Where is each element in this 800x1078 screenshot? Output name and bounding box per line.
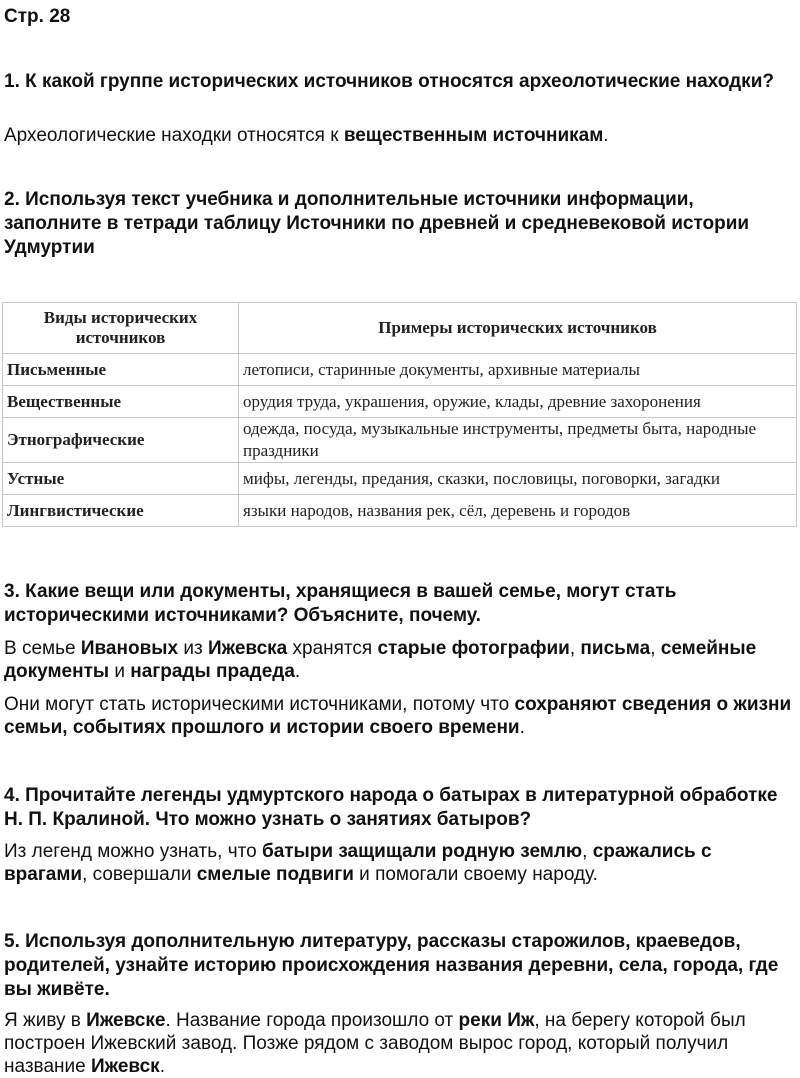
emphasis-text: Ивановых	[80, 638, 179, 659]
emphasis-text: реки Иж	[458, 1010, 535, 1031]
table-row	[3, 495, 797, 527]
answer-3-paragraph-1: В семье Ивановых из Ижевска хранятся старые фотографии, письма, семейные документы и награды прадеда.	[4, 638, 757, 682]
emphasis-text: вещественным источникам	[343, 125, 604, 146]
emphasis-text: Ижевск	[90, 1056, 160, 1077]
question-2: 2. Используя текст учебника и дополнительные источники информации, заполните в тетради таблицу Источники по древней и средневековой истории Удмуртии	[4, 189, 750, 258]
table-cell-examples: орудия труда, украшения, оружие, клады, древние захоронения	[239, 386, 797, 418]
table-header-kind: Виды исторических источников	[3, 303, 239, 354]
table-cell-examples: языки народов, названия рек, сёл, деревень и городов	[239, 495, 797, 527]
table-row	[3, 386, 797, 418]
answer-4: Из легенд можно узнать, что батыри защищали родную землю, сражались с врагами, совершали смелые подвиги и помогали своему народу.	[4, 841, 712, 885]
sources-table	[2, 302, 797, 527]
table-row	[3, 463, 797, 495]
table-row	[3, 418, 797, 463]
table-cell-examples: одежда, посуда, музыкальные инструменты, предметы быта, народные праздники	[239, 418, 797, 463]
emphasis-text: семейные документы	[4, 638, 757, 682]
question-1: 1. К какой группе исторических источников относятся археолотические находки?	[4, 71, 774, 92]
emphasis-text: смелые подвиги	[196, 864, 354, 885]
table-header-examples: Примеры исторических источников	[239, 303, 797, 354]
table-header-row	[3, 303, 797, 354]
table-cell-kind: Этнографические	[3, 418, 239, 463]
emphasis-text: Ижевске	[86, 1010, 166, 1031]
emphasis-text: письма	[580, 638, 651, 659]
answer-3-paragraph-2: Они могут стать историческими источниками, потому что сохраняют сведения о жизни семьи, событиях прошлого и истории своего времени.	[4, 694, 792, 738]
emphasis-text: награды прадеда	[130, 661, 295, 682]
question-3: 3. Какие вещи или документы, хранящиеся в вашей семье, могут стать историческими источниками? Объясните, почему.	[4, 581, 677, 626]
emphasis-text: старые фотографии	[377, 638, 570, 659]
table-cell-kind: Устные	[3, 463, 239, 495]
question-4: 4. Прочитайте легенды удмуртского народа о батырах в литературной обработке Н. П. Кралиной. Что можно узнать о занятиях батыров?	[4, 785, 778, 830]
emphasis-text: сражались с врагами	[4, 841, 712, 885]
table-cell-kind: Письменные	[3, 354, 239, 386]
emphasis-text: сохраняют сведения о жизни семьи, событиях прошлого и истории своего времени	[4, 694, 792, 738]
question-5: 5. Используя дополнительную литературу, рассказы старожилов, краеведов, родителей, узнайте историю происхождения названия деревни, села, города, где вы живёте.	[4, 931, 779, 1000]
answer-5: Я живу в Ижевске. Название города произошло от реки Иж, на берегу которой был построен Ижевский завод. Позже рядом с заводом вырос город, который получил название Ижевск.	[4, 1010, 746, 1077]
table-cell-kind: Лингвистические	[3, 495, 239, 527]
table-row	[3, 354, 797, 386]
page-label: Стр. 28	[4, 6, 71, 27]
emphasis-text: батыри защищали родную землю	[261, 841, 583, 862]
table-cell-examples: мифы, легенды, предания, сказки, пословицы, поговорки, загадки	[239, 463, 797, 495]
table-cell-examples: летописи, старинные документы, архивные материалы	[239, 354, 797, 386]
emphasis-text: Ижевска	[207, 638, 288, 659]
table-cell-kind: Вещественные	[3, 386, 239, 418]
answer-1: Археологические находки относятся к вещественным источникам.	[4, 125, 609, 146]
